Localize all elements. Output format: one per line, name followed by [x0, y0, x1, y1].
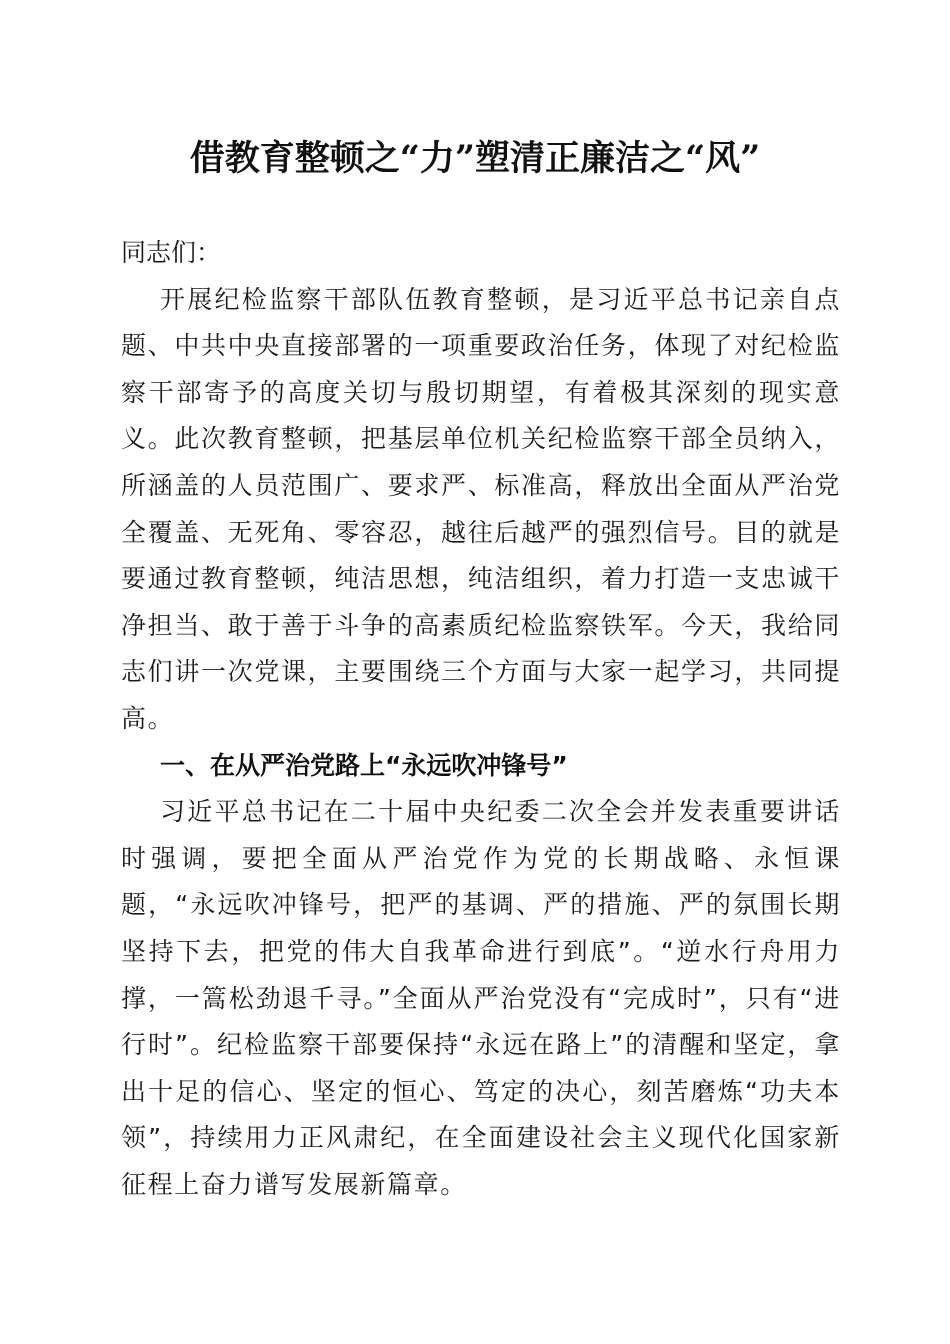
document-body [121, 230, 841, 1208]
intro-paragraph: 开展纪检监察干部队伍教育整顿，是习近平总书记亲自点题、中共中央直接部署的一项重要政治任务，体现了对纪检监察干部寄予的高度关切与殷切期望，有着极其深刻的现实意义。此次教育整顿，把基层单位机关纪检监察干部全员纳入，所涵盖的人员范围广、要求严、标准高，释放出全面从严治党全覆盖、无死角、零容忍，越往后越严的强烈信号。目的就是要通过教育整顿，纯洁思想，纯洁组织，着力打造一支忠诚干净担当、敢于善于斗争的高素质纪检监察铁军。今天，我给同志们讲一次党课，主要围绕三个方面与大家一起学习，共同提高。 [121, 284, 841, 733]
document-title: 借教育整顿之“力”塑清正廉洁之“风” [189, 138, 761, 179]
section-1-paragraph: 习近平总书记在二十届中央纪委二次全会并发表重要讲话时强调，要把全面从严治党作为党的长期战略、永恒课题，“永远吹冲锋号，把严的基调、严的措施、严的氛围长期坚持下去，把党的伟大自我革命进行到底”。“逆水行舟用力撑，一篙松劲退千寻。”全面从严治党没有“完成时”，只有“进行时”。纪检监察干部要保持“永远在路上”的清醒和坚定，拿出十足的信心、坚定的恒心、笃定的决心，刻苦磨炼“功夫本领”，持续用力正风肃纪，在全面建设社会主义现代化国家新征程上奋力谱写发展新篇章。 [121, 797, 841, 1199]
salutation: 同志们： [121, 238, 222, 267]
section-heading-1: 一、在从严治党路上“永远吹冲锋号” [160, 750, 568, 780]
